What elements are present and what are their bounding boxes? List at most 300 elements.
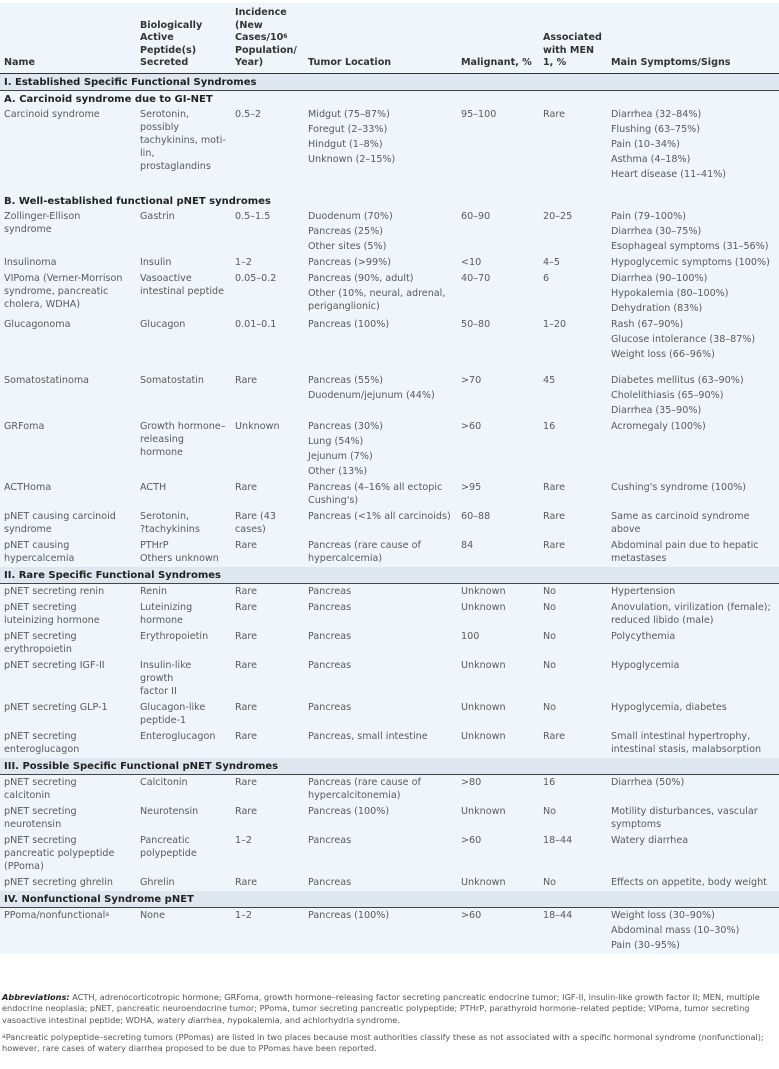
cell-malignant <box>457 700 539 729</box>
malignant-text: Unknown <box>461 805 506 817</box>
cell-men <box>539 774 607 804</box>
cell-symptoms <box>607 583 779 600</box>
neuroendocrine-tumor-table <box>0 3 779 954</box>
cell-men <box>539 629 607 658</box>
table-row <box>0 600 779 629</box>
table-row <box>0 209 779 255</box>
cell-symptoms <box>607 271 779 317</box>
cell-symptoms <box>607 419 779 480</box>
cell-peptide <box>136 373 231 419</box>
location-item: Pancreas (4–16% all ectopic Cushing's) <box>308 481 443 506</box>
peptide-text: Glucagon-like <box>140 701 206 713</box>
cell-symptoms <box>607 774 779 804</box>
peptide-text: PTHrP <box>140 539 169 551</box>
abbrev-italic: a <box>302 1014 308 1025</box>
location-item: Pancreas, small intestine <box>308 730 428 742</box>
cell-peptide <box>136 600 231 629</box>
cell-peptide <box>136 255 231 271</box>
cell-peptide <box>136 317 231 373</box>
table-row <box>0 700 779 729</box>
location-item: Pancreas (<1% all carcinoids) <box>308 510 451 522</box>
cell-name <box>0 255 136 271</box>
location-item: Pancreas <box>308 585 352 597</box>
cell-men <box>539 107 607 193</box>
location-item: Pancreas (90%, adult) <box>308 272 414 284</box>
peptide-text: lin, prostaglandins <box>140 147 211 172</box>
name-text: luteinizing hormone <box>4 614 100 626</box>
peptide-text: tachykinins, moti- <box>140 134 226 146</box>
men-text: Rare <box>543 481 565 493</box>
symptoms-item: Abdominal pain due to hepatic metastases <box>611 539 759 564</box>
location-item: Pancreas <box>308 834 352 846</box>
table-header <box>0 3 779 73</box>
table-row <box>0 107 779 193</box>
cell-name <box>0 600 136 629</box>
header-men-line: 1, % <box>543 57 567 69</box>
cell-incidence <box>231 629 304 658</box>
subsection-heading <box>0 193 779 209</box>
cell-malignant <box>457 373 539 419</box>
cell-location <box>304 209 457 255</box>
incidence-text: 0.5–1.5 <box>235 210 271 222</box>
cell-name <box>0 509 136 538</box>
symptoms-item: Hypoglycemia, diabetes <box>611 701 727 713</box>
cell-peptide <box>136 209 231 255</box>
men-text: No <box>543 601 557 613</box>
cell-location <box>304 600 457 629</box>
cell-name <box>0 373 136 419</box>
name-text: pNET secreting <box>4 601 77 613</box>
cell-men <box>539 729 607 758</box>
malignant-text: Unknown <box>461 701 506 713</box>
peptide-text: Serotonin, possibly <box>140 108 190 133</box>
cell-peptide <box>136 480 231 509</box>
cell-men <box>539 317 607 373</box>
cell-peptide <box>136 271 231 317</box>
cell-malignant <box>457 658 539 700</box>
header-incidence-line: Incidence <box>235 7 287 18</box>
name-text: Carcinoid syndrome <box>4 108 100 120</box>
cell-name <box>0 700 136 729</box>
cell-symptoms <box>607 729 779 758</box>
malignant-text: >70 <box>461 374 482 386</box>
men-text: 6 <box>543 272 550 284</box>
men-text: 18–44 <box>543 909 573 921</box>
header-incidence <box>231 3 304 73</box>
symptoms-item: Hypokalemia (80–100%) <box>611 287 729 299</box>
peptide-text: factor II <box>140 685 177 697</box>
header-incidence-line: Year) <box>235 57 264 69</box>
incidence-text: Rare <box>235 481 257 493</box>
cell-malignant <box>457 629 539 658</box>
incidence-text: Rare <box>235 585 257 597</box>
section-heading <box>0 758 779 775</box>
cell-malignant <box>457 774 539 804</box>
symptoms-item: Motility disturbances, vascular symptoms <box>611 805 758 830</box>
peptide-text: Calcitonin <box>140 776 188 788</box>
cell-incidence <box>231 907 304 954</box>
cell-name <box>0 629 136 658</box>
location-item: Pancreas (100%) <box>308 318 390 330</box>
incidence-text: Rare <box>235 659 257 671</box>
name-text: neurotensin <box>4 818 62 830</box>
cell-symptoms <box>607 538 779 567</box>
cell-symptoms <box>607 209 779 255</box>
cell-symptoms <box>607 804 779 833</box>
incidence-text: 0.5–2 <box>235 108 262 120</box>
location-item: Pancreas (30%) <box>308 420 383 432</box>
location-item: Other (13%) <box>308 465 368 477</box>
cell-location <box>304 629 457 658</box>
peptide-text: Erythropoietin <box>140 630 209 642</box>
location-item: Pancreas <box>308 659 352 671</box>
incidence-text: 0.05–0.2 <box>235 272 277 284</box>
name-text: PPoma/nonfunctional <box>4 909 106 921</box>
peptide-text: Neurotensin <box>140 805 199 817</box>
symptoms-item: Asthma (4–18%) <box>611 153 691 165</box>
symptoms-item: Cholelithiasis (65–90%) <box>611 389 724 401</box>
peptide-text: hormone <box>140 614 183 626</box>
peptide-text: Growth hormone– <box>140 420 226 432</box>
name-text: hypercalcemia <box>4 552 75 564</box>
men-text: No <box>543 805 557 817</box>
peptide-text: Insulin <box>140 256 172 268</box>
cell-incidence <box>231 658 304 700</box>
cell-incidence <box>231 509 304 538</box>
symptoms-item: Watery diarrhea <box>611 834 689 846</box>
cell-location <box>304 804 457 833</box>
cell-location <box>304 255 457 271</box>
table-row <box>0 255 779 271</box>
table-row <box>0 875 779 891</box>
header-men-line: Associated <box>543 32 602 44</box>
cell-malignant <box>457 729 539 758</box>
peptide-text: Serotonin, <box>140 510 190 522</box>
table-row <box>0 583 779 600</box>
cell-location <box>304 833 457 875</box>
symptoms-item: Pain (10–34%) <box>611 138 680 150</box>
footnote-marker: a <box>2 1032 6 1040</box>
incidence-text: 1–2 <box>235 834 253 846</box>
location-item: Unknown (2–15%) <box>308 153 396 165</box>
cell-men <box>539 907 607 954</box>
abbreviations-text: ACTH, adrenocorticotropic hormone; GRFoma, growth hormone–releasing factor secreting pancreatic endocrine tumor; IGF-II, insulin-like growth factor II; MEN, multiple endocrine neoplasia; pNET, pancreatic neuroendocrine tumor; PPoma, tumor secreting pancreatic polypeptide; PTHrP, parathyroid hormone–related peptide; VIPoma, tumor secreting vasoactive intestinal peptide; WDHA, <box>2 992 760 1025</box>
symptoms-item: Same as carcinoid syndrome above <box>611 510 750 535</box>
peptide-text: intestinal peptide <box>140 285 225 297</box>
cell-incidence <box>231 419 304 480</box>
header-incidence-line: (New <box>235 19 263 31</box>
cell-incidence <box>231 804 304 833</box>
incidence-text: Rare <box>235 701 257 713</box>
footnote-ref: a <box>105 910 110 918</box>
location-item: Duodenum (70%) <box>308 210 393 222</box>
peptide-text: peptide-1 <box>140 714 187 726</box>
table-row <box>0 907 779 954</box>
peptide-text: Luteinizing <box>140 601 193 613</box>
peptide-text: Somatostatin <box>140 374 204 386</box>
location-item: Jejunum (7%) <box>308 450 373 462</box>
location-item: Pancreas <box>308 601 352 613</box>
cell-men <box>539 373 607 419</box>
malignant-text: >80 <box>461 776 482 788</box>
malignant-text: 60–90 <box>461 210 491 222</box>
symptoms-item: Small intestinal hypertrophy, intestinal stasis, malabsorption <box>611 730 762 755</box>
cell-symptoms <box>607 700 779 729</box>
name-text: Glucagonoma <box>4 318 71 330</box>
location-item: Pancreas (100%) <box>308 805 390 817</box>
table-row <box>0 729 779 758</box>
location-item: Pancreas (100%) <box>308 909 390 921</box>
table-row <box>0 833 779 875</box>
incidence-text: Rare <box>235 539 257 551</box>
cell-name <box>0 209 136 255</box>
abbreviations-note <box>2 992 777 1026</box>
malignant-text: >60 <box>461 834 482 846</box>
symptoms-item: Hypoglycemia <box>611 659 680 671</box>
table-footnotes <box>0 992 779 1060</box>
cell-symptoms <box>607 658 779 700</box>
table-row <box>0 317 779 373</box>
cell-malignant <box>457 317 539 373</box>
cell-malignant <box>457 600 539 629</box>
men-text: No <box>543 630 557 642</box>
symptoms-item: Hypoglycemic symptoms (100%) <box>611 256 770 268</box>
men-text: No <box>543 876 557 888</box>
cell-location <box>304 419 457 480</box>
malignant-text: Unknown <box>461 730 506 742</box>
symptoms-item: Diabetes mellitus (63–90%) <box>611 374 744 386</box>
cell-peptide <box>136 629 231 658</box>
location-item: Midgut (75–87%) <box>308 108 390 120</box>
symptoms-item: Dehydration (83%) <box>611 302 703 314</box>
symptoms-item: Weight loss (30–90%) <box>611 909 715 921</box>
cell-incidence <box>231 833 304 875</box>
header-incidence-line: Population/ <box>235 44 297 56</box>
cell-symptoms <box>607 480 779 509</box>
name-text: Somatostatinoma <box>4 374 90 386</box>
location-item: Pancreas (rare cause of hypercalcitonemia) <box>308 776 421 801</box>
name-text: enteroglucagon <box>4 743 80 755</box>
cell-peptide <box>136 774 231 804</box>
peptide-text: Insulin-like growth <box>140 659 192 684</box>
symptoms-item: Diarrhea (50%) <box>611 776 685 788</box>
cell-men <box>539 255 607 271</box>
peptide-text: None <box>140 909 166 921</box>
malignant-text: >60 <box>461 909 482 921</box>
name-text: pancreatic polypeptide <box>4 847 115 859</box>
symptoms-item: Effects on appetite, body weight <box>611 876 767 888</box>
cell-men <box>539 700 607 729</box>
cell-symptoms <box>607 509 779 538</box>
men-text: Rare <box>543 539 565 551</box>
cell-symptoms <box>607 907 779 954</box>
cell-men <box>539 833 607 875</box>
cell-men <box>539 583 607 600</box>
malignant-text: 84 <box>461 539 474 551</box>
header-incidence-exponent: 6 <box>283 33 288 41</box>
incidence-text: Rare <box>235 630 257 642</box>
cell-symptoms <box>607 629 779 658</box>
incidence-text: Rare <box>235 730 257 742</box>
peptide-text: Vasoactive <box>140 272 192 284</box>
cell-symptoms <box>607 317 779 373</box>
symptoms-item: Diarrhea (32–84%) <box>611 108 702 120</box>
cell-incidence <box>231 700 304 729</box>
cell-malignant <box>457 271 539 317</box>
cell-name <box>0 907 136 954</box>
cell-name <box>0 107 136 193</box>
peptide-text: Glucagon <box>140 318 186 330</box>
cell-peptide <box>136 509 231 538</box>
table-row <box>0 271 779 317</box>
symptoms-item: Rash (67–90%) <box>611 318 684 330</box>
cell-location <box>304 107 457 193</box>
malignant-text: >60 <box>461 420 482 432</box>
cell-incidence <box>231 538 304 567</box>
abbreviations-label: Abbreviations: <box>2 992 70 1002</box>
cell-incidence <box>231 774 304 804</box>
header-peptide-line: Biologically <box>140 19 203 31</box>
table-row <box>0 629 779 658</box>
cell-name <box>0 658 136 700</box>
men-text: Rare <box>543 108 565 120</box>
cell-malignant <box>457 804 539 833</box>
cell-symptoms <box>607 373 779 419</box>
header-location: Tumor Location <box>304 3 457 73</box>
header-peptide-line: Secreted <box>140 57 189 69</box>
incidence-text: Rare <box>235 876 257 888</box>
name-text: pNET secreting <box>4 776 77 788</box>
malignant-text: Unknown <box>461 601 506 613</box>
peptide-text: Renin <box>140 585 167 597</box>
header-men-line: with MEN <box>543 44 595 56</box>
symptoms-item: Diarrhea (35–90%) <box>611 404 702 416</box>
subsection-heading <box>0 90 779 107</box>
men-text: 45 <box>543 374 556 386</box>
men-text: 16 <box>543 420 556 432</box>
cell-location <box>304 907 457 954</box>
peptide-text: Enteroglucagon <box>140 730 216 742</box>
table-row <box>0 480 779 509</box>
peptide-text: ?tachykinins <box>140 523 200 535</box>
cell-name <box>0 804 136 833</box>
cell-men <box>539 804 607 833</box>
cell-incidence <box>231 317 304 373</box>
cell-malignant <box>457 419 539 480</box>
table-row <box>0 538 779 567</box>
name-text: pNET secreting <box>4 730 77 742</box>
cell-malignant <box>457 255 539 271</box>
cell-location <box>304 373 457 419</box>
location-item: Hindgut (1–8%) <box>308 138 383 150</box>
cell-peptide <box>136 538 231 567</box>
name-text: pNET secreting GLP-1 <box>4 701 108 713</box>
cell-symptoms <box>607 107 779 193</box>
location-item: Lung (54%) <box>308 435 364 447</box>
abbrev-rest: iarrhea, <box>193 1014 228 1025</box>
cell-men <box>539 658 607 700</box>
name-text: pNET secreting renin <box>4 585 105 597</box>
cell-men <box>539 538 607 567</box>
cell-men <box>539 875 607 891</box>
cell-name <box>0 271 136 317</box>
name-text: cholera, WDHA) <box>4 298 81 310</box>
table-body <box>0 73 779 954</box>
malignant-text: Unknown <box>461 876 506 888</box>
name-text: ACTHoma <box>4 481 52 493</box>
cell-peptide <box>136 833 231 875</box>
symptoms-item: Diarrhea (30–75%) <box>611 225 702 237</box>
symptoms-item: Diarrhea (90–100%) <box>611 272 708 284</box>
name-text: pNET causing <box>4 539 70 551</box>
cell-incidence <box>231 107 304 193</box>
symptoms-item: Pain (79–100%) <box>611 210 686 222</box>
malignant-text: >95 <box>461 481 482 493</box>
table-row <box>0 774 779 804</box>
peptide-text: Others unknown <box>140 552 219 564</box>
location-item: Duodenum/jejunum (44%) <box>308 389 435 401</box>
symptoms-item: Polycythemia <box>611 630 676 642</box>
incidence-text: Rare <box>235 805 257 817</box>
incidence-text: 0.01–0.1 <box>235 318 277 330</box>
cell-incidence <box>231 255 304 271</box>
section-heading-title: II. Rare Specific Functional Syndromes <box>0 567 779 584</box>
cell-peptide <box>136 804 231 833</box>
header-incidence-line: Cases/10 <box>235 32 284 44</box>
symptoms-item: Acromegaly (100%) <box>611 420 706 432</box>
header-symptoms: Main Symptoms/Signs <box>607 3 779 73</box>
symptoms-item: Esophageal symptoms (31–56%) <box>611 240 769 252</box>
header-name: Name <box>0 3 136 73</box>
cell-incidence <box>231 480 304 509</box>
cell-incidence <box>231 271 304 317</box>
symptoms-item: Cushing's syndrome (100%) <box>611 481 747 493</box>
table-row <box>0 373 779 419</box>
cell-symptoms <box>607 833 779 875</box>
cell-location <box>304 774 457 804</box>
incidence-text: Rare <box>235 374 257 386</box>
men-text: 20–25 <box>543 210 573 222</box>
symptoms-item: Glucose intolerance (38–87%) <box>611 333 756 345</box>
header-men <box>539 3 607 73</box>
cell-peptide <box>136 729 231 758</box>
peptide-text: Ghrelin <box>140 876 175 888</box>
peptide-text: polypeptide <box>140 847 197 859</box>
cell-malignant <box>457 107 539 193</box>
section-heading <box>0 567 779 584</box>
cell-incidence <box>231 209 304 255</box>
footnote-a <box>2 1032 777 1055</box>
abbrev-rest: atery <box>163 1014 188 1025</box>
cell-incidence <box>231 729 304 758</box>
name-text: (PPoma) <box>4 860 44 872</box>
cell-location <box>304 729 457 758</box>
cell-malignant <box>457 538 539 567</box>
cell-malignant <box>457 209 539 255</box>
cell-malignant <box>457 583 539 600</box>
location-item: Pancreas <box>308 876 352 888</box>
abbrev-rest: chlorhydria syndrome. <box>307 1014 400 1025</box>
cell-peptide <box>136 107 231 193</box>
peptide-text: Pancreatic <box>140 834 190 846</box>
name-text: pNET secreting IGF-II <box>4 659 105 671</box>
cell-men <box>539 509 607 538</box>
cell-name <box>0 317 136 373</box>
cell-location <box>304 480 457 509</box>
cell-men <box>539 271 607 317</box>
header-malignant: Malignant, % <box>457 3 539 73</box>
section-heading-title: IV. Nonfunctional Syndrome pNET <box>0 891 779 908</box>
